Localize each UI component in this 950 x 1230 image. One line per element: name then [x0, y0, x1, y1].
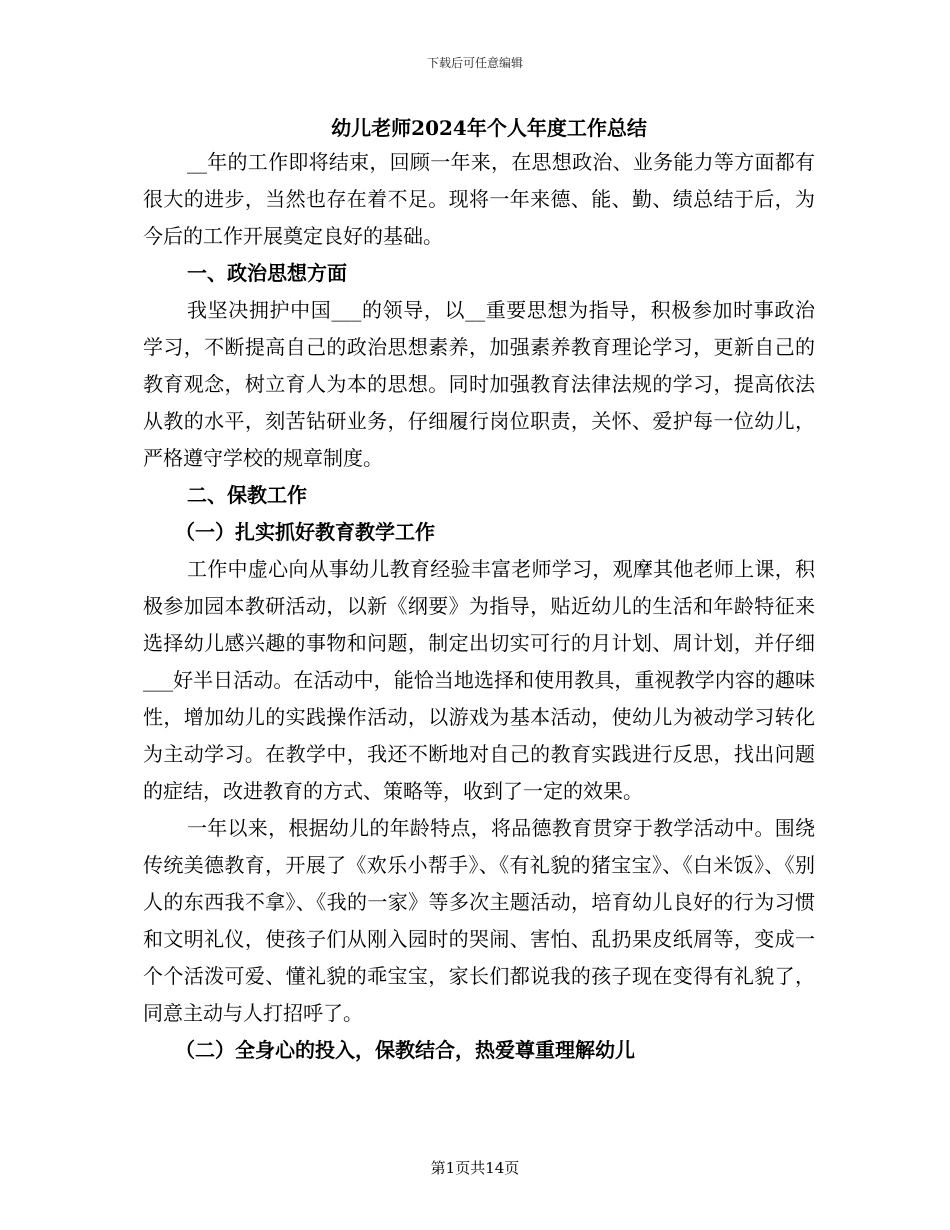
subsection-heading-devotion: （二）全身心的投入，保教结合，热爱尊重理解幼儿	[175, 1038, 635, 1062]
document-title: 幼儿老师2024年个人年度工作总结	[331, 116, 647, 140]
politics-paragraph: 我坚决拥护中国___的领导，以__重要思想为指导，积极参加时事政治学习，不断提高自己的政治思想素养，加强素养教育理论学习，更新自己的教育观念，树立育人为本的思想。同时加强教育法律法规的学习，提高依法从教的水平，刻苦钻研业务，仔细履行岗位职责，关怀、爱护每一位幼儿，严格遵守学校的规章制度。	[143, 298, 815, 470]
page-header: 下载后可任意编辑	[426, 56, 523, 70]
teaching-paragraph-1: 工作中虚心向从事幼儿教育经验丰富老师学习，观摩其他老师上课，积极参加园本教研活动，以新《纲要》为指导，贴近幼儿的生活和年龄特征来选择幼儿感兴趣的事物和问题，制定出切实可行的月计划、周计划，并仔细___好半日活动。在活动中，能恰当地选择和使用教具，重视教学内容的趣味性，增加幼儿的实践操作活动，以游戏为基本活动，使幼儿为被动学习转化为主动学习。在教学中，我还不断地对自己的教育实践进行反思，找出问题的症结，改进教育的方式、策略等，收到了一定的效果。	[143, 557, 815, 803]
section-heading-care-education: 二、保教工作	[187, 483, 307, 507]
document-body	[143, 112, 815, 1069]
intro-paragraph: __年的工作即将结束，回顾一年来，在思想政治、业务能力等方面都有很大的进步，当然也存在着不足。现将一年来德、能、勤、绩总结于后，为今后的工作开展奠定良好的基础。	[143, 150, 815, 248]
page-footer: 第1页共14页	[430, 1159, 520, 1177]
subsection-heading-teaching: （一）扎实抓好教育教学工作	[175, 520, 435, 544]
section-heading-politics: 一、政治思想方面	[187, 261, 347, 285]
teaching-paragraph-2: 一年以来，根据幼儿的年龄特点，将品德教育贯穿于教学活动中。围绕传统美德教育，开展了《欢乐小帮手》、《有礼貌的猪宝宝》、《白米饭》、《别人的东西我不拿》、《我的一家》等多次主题活动，培育幼儿良好的行为习惯和文明礼仪，使孩子们从刚入园时的哭闹、害怕、乱扔果皮纸屑等，变成一个个活泼可爱、懂礼貌的乖宝宝，家长们都说我的孩子现在变得有礼貌了，同意主动与人打招呼了。	[143, 816, 815, 1025]
